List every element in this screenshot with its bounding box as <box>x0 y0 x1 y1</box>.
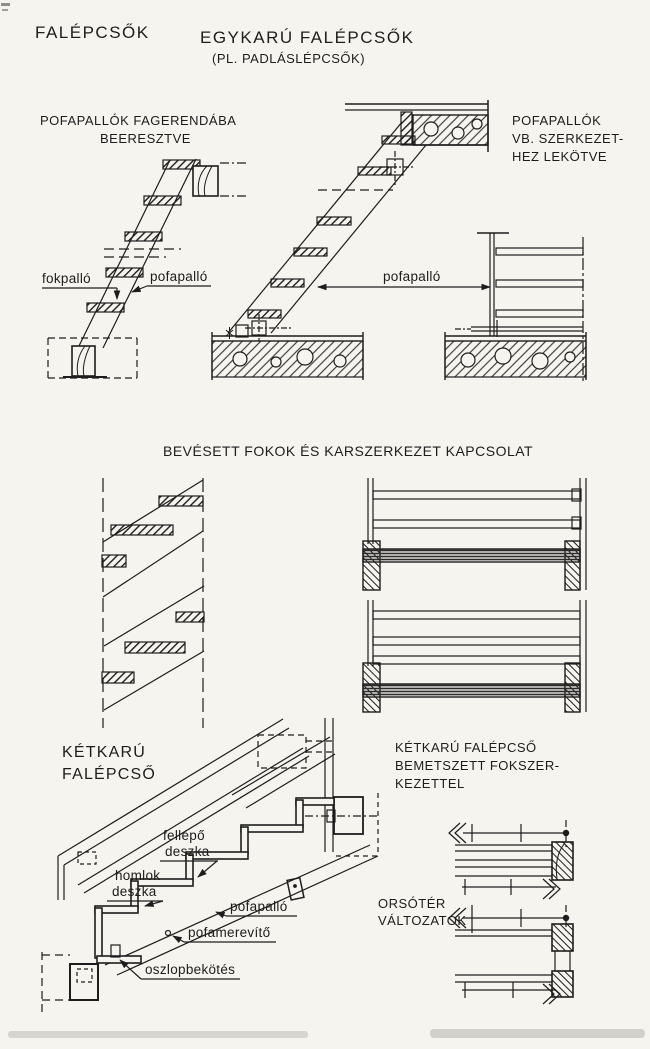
drawing-notched-steps-side <box>102 478 204 728</box>
drawing-middle-stair-section <box>212 100 488 380</box>
drawing-notched-steps-front <box>363 478 586 712</box>
bottom-title-line1: KÉTKARÚ <box>62 744 146 761</box>
middle-section-title: BEVÉSETT FOKOK ÉS KARSZERKEZET KAPCSOLAT <box>163 443 534 459</box>
section-subtitle: (PL. PADLÁSLÉPCSŐK) <box>212 51 366 66</box>
label-fellepo-line2: deszka <box>165 844 210 859</box>
label-pofapallo-left: pofapalló <box>150 269 208 284</box>
caption-right-line2: VB. SZERKEZET- <box>512 131 624 146</box>
page-title: FALÉPCSŐK <box>35 23 150 42</box>
caption-left-line2: BEERESZTVE <box>100 131 191 146</box>
drawing-right-stair-front <box>445 233 586 384</box>
label-fellepo-line1: fellépő <box>163 828 205 843</box>
label-oszlopbekotes: oszlopbekötés <box>145 962 236 977</box>
drawing-newel-plan-variants <box>449 820 573 1004</box>
bottom-caption-right-line2: BEMETSZETT FOKSZER- <box>395 758 560 773</box>
label-fokpallo: fokpalló <box>42 271 91 286</box>
label-homlok-line2: deszka <box>112 884 157 899</box>
bottom-caption-right-line3: KEZETTEL <box>395 776 465 791</box>
section-title-single-flight: EGYKARÚ FALÉPCSŐK <box>200 28 415 47</box>
label-orsoter-line1: ORSÓTÉR <box>378 896 446 911</box>
label-orsoter-line2: VÁLTOZATOK <box>378 913 467 928</box>
label-homlok-line1: homlok <box>115 868 161 883</box>
label-pofapallo-bottom: pofapalló <box>230 899 288 914</box>
bottom-caption-right-line1: KÉTKARÚ FALÉPCSŐ <box>395 740 537 755</box>
bottom-title-line2: FALÉPCSŐ <box>62 766 157 783</box>
caption-right-line1: POFAPALLÓK <box>512 113 602 128</box>
label-pofapallo-mid: pofapalló <box>383 269 441 284</box>
label-fokpallo-group <box>42 286 211 299</box>
caption-right-line3: HEZ LEKÖTVE <box>512 149 608 164</box>
caption-left-line1: POFAPALLÓK FAGERENDÁBA <box>40 113 237 128</box>
label-pofamerevito: pofamerevítő <box>188 925 271 940</box>
